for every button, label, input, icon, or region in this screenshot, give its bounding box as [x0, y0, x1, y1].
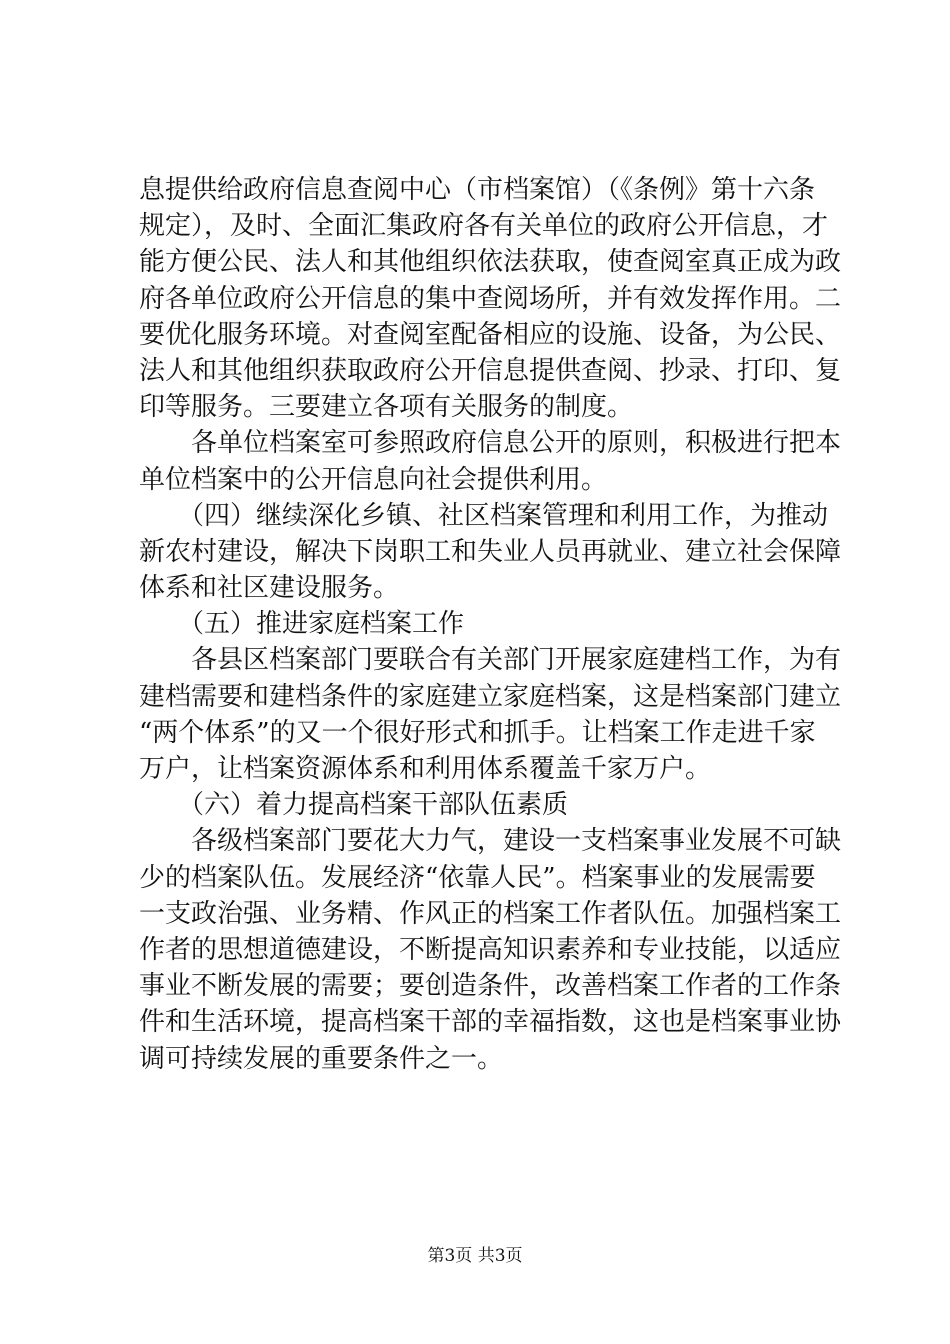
- page-footer: 第3页 共3页: [427, 1246, 523, 1266]
- text-line: 万户，让档案资源体系和利用体系覆盖千家万户。: [139, 754, 712, 784]
- text-line: 事业不断发展的需要；要创造条件，改善档案工作者的工作条: [139, 971, 842, 1002]
- text-line: 息提供给政府信息查阅中心（市档案馆）（《条例》第十六条: [139, 175, 816, 205]
- text-line: 新农村建设，解决下岗职工和失业人员再就业、建立社会保障: [139, 536, 842, 567]
- text-line: 规定），及时、全面汇集政府各有关单位的政府公开信息，才: [139, 211, 829, 242]
- text-line: 府各单位政府公开信息的集中查阅场所，并有效发挥作用。二: [139, 283, 842, 314]
- text-line: 建档需要和建档条件的家庭建立家庭档案，这是档案部门建立: [139, 681, 842, 712]
- text-line: 印等服务。三要建立各项有关服务的制度。: [139, 392, 634, 423]
- text-line: 一支政治强、业务精、作风正的档案工作者队伍。加强档案工: [139, 898, 842, 929]
- text-line: 体系和社区建设服务。: [139, 573, 400, 604]
- text-line: （四）继续深化乡镇、社区档案管理和利用工作，为推动: [139, 500, 829, 531]
- text-line: 少的档案队伍。发展经济“依靠人民”。档案事业的发展需要: [139, 862, 816, 893]
- text-line: 单位档案中的公开信息向社会提供利用。: [139, 464, 608, 495]
- text-line: 要优化服务环境。对查阅室配备相应的设施、设备，为公民、: [139, 319, 842, 350]
- text-line: 法人和其他组织获取政府公开信息提供查阅、抄录、打印、复: [139, 355, 842, 386]
- text-line: 各县区档案部门要联合有关部门开展家庭建档工作，为有: [139, 645, 842, 676]
- text-line: （五）推进家庭档案工作: [139, 609, 465, 640]
- text-line: 件和生活环境，提高档案干部的幸福指数，这也是档案事业协: [139, 1007, 842, 1038]
- text-line: 作者的思想道德建设，不断提高知识素养和专业技能，以适应: [139, 934, 842, 965]
- text-line: （六）着力提高档案干部队伍素质: [139, 790, 569, 821]
- text-line: 调可持续发展的重要条件之一。: [139, 1043, 504, 1074]
- document-body: [139, 172, 842, 1077]
- text-line: 各级档案部门要花大力气，建设一支档案事业发展不可缺: [139, 826, 842, 857]
- text-line: 能方便公民、法人和其他组织依法获取，使查阅室真正成为政: [139, 247, 842, 278]
- text-line: 各单位档案室可参照政府信息公开的原则，积极进行把本: [139, 428, 842, 459]
- text-line: “两个体系”的又一个很好形式和抓手。让档案工作走进千家: [139, 717, 816, 748]
